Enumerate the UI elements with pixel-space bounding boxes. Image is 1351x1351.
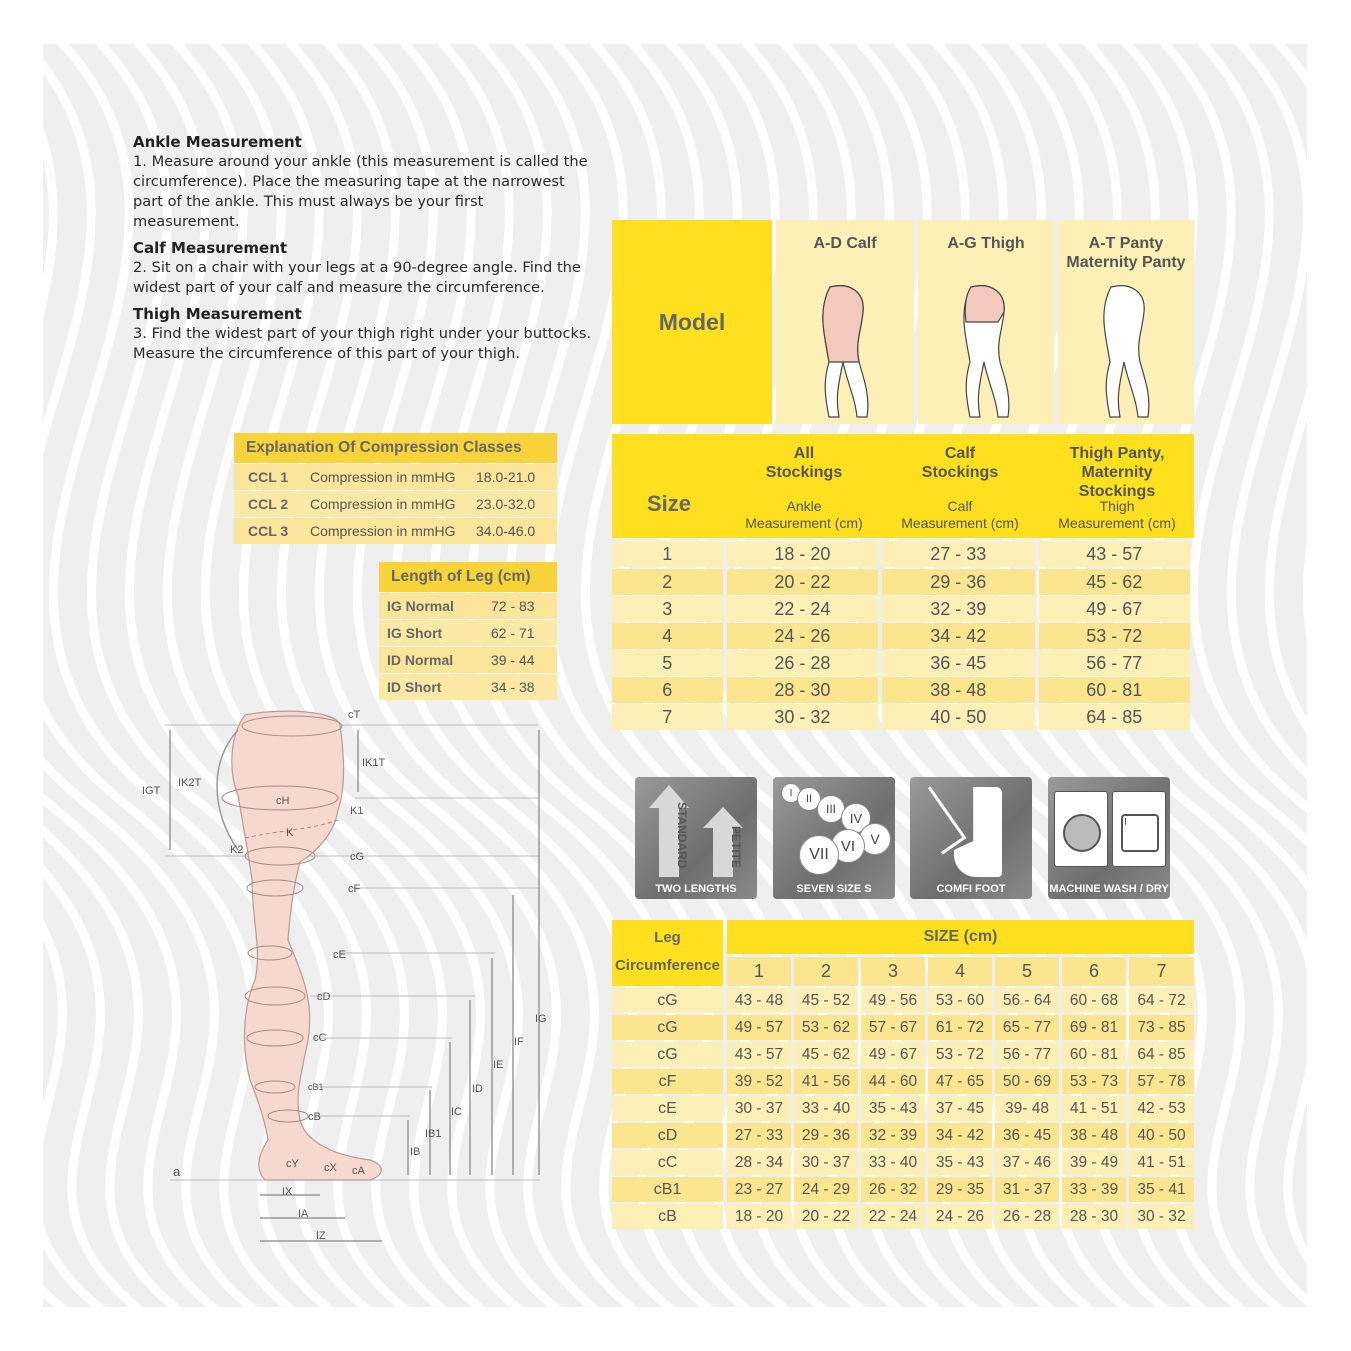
size-column-sub: Thigh Measurement (cm): [1058, 498, 1176, 531]
circumference-value: 34 - 42: [928, 1123, 992, 1148]
circumference-value: 53 - 72: [928, 1042, 992, 1067]
circumference-value: 29 - 36: [794, 1123, 858, 1148]
label-cg: cG: [350, 851, 365, 863]
size-range: 27 - 33: [882, 541, 1034, 567]
size-label: Size: [646, 491, 692, 516]
label-ib1: IB1: [425, 1128, 442, 1140]
dryer-icon: [1112, 791, 1166, 867]
size-column-title: Calf Stockings: [921, 445, 999, 481]
circumference-value: 69 - 81: [1062, 1015, 1126, 1040]
label-k2: K2: [230, 844, 244, 856]
arrow-down-icon: [907, 786, 967, 854]
circumference-value: 38 - 48: [1062, 1123, 1126, 1148]
circumference-value: 31 - 37: [995, 1177, 1059, 1202]
model-column: [776, 220, 914, 424]
model-column: [918, 220, 1054, 424]
leg-silhouette: [232, 711, 381, 1180]
calf-title: Calf Measurement: [133, 239, 288, 257]
compression-classes-table: [234, 433, 557, 544]
circumference-value: 39- 48: [995, 1096, 1059, 1121]
circumference-label: cF: [612, 1069, 723, 1094]
circumference-value: 23 - 27: [727, 1177, 791, 1202]
circumference-value: 49 - 57: [727, 1015, 791, 1040]
size-column-header: [1040, 444, 1194, 536]
label-ic: IC: [451, 1106, 462, 1118]
leg-length-name: ID Short: [387, 679, 442, 695]
ccl-range: 34.0-46.0: [476, 523, 536, 539]
leg-length-name: IG Normal: [387, 598, 454, 614]
circumference-value: 26 - 28: [995, 1204, 1059, 1229]
ccl-range: 18.0-21.0: [476, 469, 536, 485]
circumference-value: 45 - 62: [794, 1042, 858, 1067]
size-row: [612, 569, 1194, 595]
size-range: 64 - 85: [1039, 704, 1190, 730]
size-number: 7: [612, 704, 723, 730]
size-column-number: 2: [794, 957, 858, 986]
circumference-value: 24 - 29: [794, 1177, 858, 1202]
size-column-header: [728, 444, 880, 536]
size-column-title: All Stockings: [765, 445, 843, 481]
size-range: 30 - 32: [727, 704, 878, 730]
circumference-value: 18 - 20: [727, 1204, 791, 1229]
size-circle: V: [859, 823, 891, 855]
size-number: 1: [612, 541, 723, 567]
label-a: a: [173, 1164, 181, 1179]
two-lengths-icon: [635, 777, 757, 899]
circumference-value: 35 - 43: [861, 1096, 925, 1121]
ankle-title: Ankle Measurement: [133, 133, 302, 151]
size-table-header: [612, 434, 1194, 538]
circumference-value: 65 - 77: [995, 1015, 1059, 1040]
circumference-value: 41 - 51: [1062, 1096, 1126, 1121]
size-range: 32 - 39: [882, 596, 1034, 622]
dryer-mark: I: [1124, 817, 1127, 828]
feature-label: COMFI FOOT: [936, 883, 1006, 895]
label-ct: cT: [348, 709, 361, 721]
size-number: 2: [612, 569, 723, 595]
size-cm-header: SIZE (cm): [727, 920, 1194, 954]
ccl-desc: Compression in mmHG: [310, 523, 456, 539]
circumference-value: 39 - 52: [727, 1069, 791, 1094]
size-range: 38 - 48: [882, 677, 1034, 703]
panty-stocking-icon: [1076, 282, 1176, 422]
circumference-value: 50 - 69: [995, 1069, 1059, 1094]
circumference-value: 41 - 51: [1129, 1150, 1194, 1175]
circumference-value: 53 - 62: [794, 1015, 858, 1040]
ccl-row: [234, 464, 557, 490]
circumference-value: 42 - 53: [1129, 1096, 1194, 1121]
label-ik2t: IK2T: [178, 777, 202, 789]
leg-header-line1: Leg: [654, 929, 681, 946]
size-row: [612, 623, 1194, 649]
circumference-value: 40 - 50: [1129, 1123, 1194, 1148]
size-range: 29 - 36: [882, 569, 1034, 595]
circumference-label: cG: [612, 1042, 723, 1067]
size-range: 18 - 20: [727, 541, 878, 567]
model-column-title: A-D Calf: [813, 235, 877, 252]
circumference-label: cG: [612, 1015, 723, 1040]
size-circle: VI: [831, 829, 865, 863]
thigh-text: 3. Find the widest part of your thigh right under your buttocks. Measure the circumference of this part of your thigh.: [133, 325, 592, 362]
size-range: 60 - 81: [1039, 677, 1190, 703]
washing-machine-icon: [1048, 777, 1170, 899]
size-column-number: 1: [727, 957, 791, 986]
circumference-value: 61 - 72: [928, 1015, 992, 1040]
circumference-value: 33 - 40: [861, 1150, 925, 1175]
label-id: ID: [472, 1083, 483, 1095]
label-ix: IX: [282, 1186, 293, 1198]
leg-length-row: [379, 620, 557, 646]
ccl-class: CCL 1: [248, 469, 289, 485]
circumference-value: 32 - 39: [861, 1123, 925, 1148]
leg-length-range: 72 - 83: [491, 598, 535, 614]
leg-measurement-diagram: [130, 700, 560, 1260]
size-row: [612, 650, 1194, 676]
size-column-number: 4: [928, 957, 992, 986]
leg-length-title: Length of Leg (cm): [379, 562, 557, 592]
size-circle: IV: [841, 803, 871, 833]
size-column-header: [884, 444, 1036, 536]
size-column-sub: Ankle Measurement (cm): [745, 498, 863, 531]
circumference-value: 30 - 37: [794, 1150, 858, 1175]
label-ia: IA: [298, 1208, 309, 1220]
label-cd: cD: [317, 991, 331, 1003]
size-range: 45 - 62: [1039, 569, 1190, 595]
circumference-value: 56 - 64: [995, 988, 1059, 1013]
circumference-label: cD: [612, 1123, 723, 1148]
size-row: [612, 704, 1194, 730]
size-range: 22 - 24: [727, 596, 878, 622]
calf-stocking-icon: [795, 282, 895, 422]
circumference-value: 30 - 32: [1129, 1204, 1194, 1229]
size-range: 26 - 28: [727, 650, 878, 676]
label-cy: cY: [286, 1158, 299, 1170]
size-range: 40 - 50: [882, 704, 1034, 730]
ankle-text: 1. Measure around your ankle (this measurement is called the circumference). Place the measuring tape at the narrowest part of the ankle. This must always be your first measurement.: [133, 153, 588, 230]
size-range: 36 - 45: [882, 650, 1034, 676]
label-iz: IZ: [316, 1230, 326, 1242]
circumference-label: cE: [612, 1096, 723, 1121]
circumference-value: 60 - 68: [1062, 988, 1126, 1013]
size-circle: VII: [799, 835, 839, 875]
label-ce: cE: [333, 949, 346, 961]
size-range: 20 - 22: [727, 569, 878, 595]
circumference-value: 60 - 81: [1062, 1042, 1126, 1067]
size-range: 49 - 67: [1039, 596, 1190, 622]
leg-length-name: ID Normal: [387, 652, 454, 668]
size-circle: III: [817, 795, 845, 823]
circumference-value: 43 - 57: [727, 1042, 791, 1067]
size-column-number: 6: [1062, 957, 1126, 986]
circumference-value: 57 - 78: [1129, 1069, 1194, 1094]
thigh-title: Thigh Measurement: [133, 305, 302, 323]
label-cf: cF: [348, 883, 361, 895]
size-column-title: Thigh Panty, Maternity Stockings: [1069, 445, 1165, 500]
circumference-value: 47 - 65: [928, 1069, 992, 1094]
leg-circ-header: [612, 920, 723, 986]
drum-icon: [1063, 814, 1101, 852]
circumference-value: 27 - 33: [727, 1123, 791, 1148]
ccl-class: CCL 2: [248, 496, 289, 512]
label-igt: IGT: [142, 785, 161, 797]
circumference-value: 39 - 49: [1062, 1150, 1126, 1175]
circumference-value: 24 - 26: [928, 1204, 992, 1229]
label-cc: cC: [313, 1032, 327, 1044]
size-number: 6: [612, 677, 723, 703]
circumference-value: 44 - 60: [861, 1069, 925, 1094]
standard-text: STANDARD: [675, 801, 689, 869]
label-ib: IB: [410, 1146, 421, 1158]
circumference-value: 36 - 45: [995, 1123, 1059, 1148]
leg-header-line2: Circumference: [614, 957, 721, 974]
size-circle: I: [781, 783, 801, 803]
label-ik1t: IK1T: [362, 757, 386, 769]
leg-length-range: 62 - 71: [491, 625, 535, 641]
model-column-title: A-T Panty Maternity Panty: [1066, 235, 1186, 271]
size-number: 3: [612, 596, 723, 622]
thigh-stocking-icon: [936, 282, 1036, 422]
circumference-value: 45 - 52: [794, 988, 858, 1013]
ccl-class: CCL 3: [248, 523, 289, 539]
label-k1: K1: [350, 805, 364, 817]
feature-label: MACHINE WASH / DRY: [1049, 883, 1169, 895]
size-row: [612, 596, 1194, 622]
circumference-value: 30 - 37: [727, 1096, 791, 1121]
label-ca: cA: [352, 1165, 365, 1177]
model-column: [1058, 220, 1194, 424]
circumference-label: cG: [612, 988, 723, 1013]
size-range: 34 - 42: [882, 623, 1034, 649]
model-label: Model: [612, 220, 772, 424]
measurement-instructions: [133, 132, 593, 370]
ccl-desc: Compression in mmHG: [310, 496, 456, 512]
leg-length-row: [379, 647, 557, 673]
label-cb1: cB1: [308, 1082, 324, 1092]
circumference-value: 64 - 72: [1129, 988, 1194, 1013]
leg-length-name: IG Short: [387, 625, 443, 641]
circumference-value: 49 - 67: [861, 1042, 925, 1067]
calf-text: 2. Sit on a chair with your legs at a 90-degree angle. Find the widest part of your calf and measure the circumference.: [133, 259, 581, 296]
seven-sizes-icon: [773, 777, 895, 899]
label-ch: cH: [276, 795, 290, 807]
label-k: K: [286, 827, 294, 839]
circumference-value: 57 - 67: [861, 1015, 925, 1040]
label-cb: cB: [308, 1111, 321, 1123]
circumference-value: 35 - 43: [928, 1150, 992, 1175]
size-row: [612, 541, 1194, 567]
circumference-value: 49 - 56: [861, 988, 925, 1013]
size-range: 43 - 57: [1039, 541, 1190, 567]
circumference-value: 35 - 41: [1129, 1177, 1194, 1202]
petite-text: PETITE: [729, 825, 743, 868]
size-column-sub: Calf Measurement (cm): [901, 498, 1019, 531]
circumference-value: 22 - 24: [861, 1204, 925, 1229]
size-row: [612, 677, 1194, 703]
leg-length-row: [379, 674, 557, 700]
ccl-range: 23.0-32.0: [476, 496, 536, 512]
size-number: 4: [612, 623, 723, 649]
circumference-label: cB: [612, 1204, 723, 1229]
circumference-value: 53 - 60: [928, 988, 992, 1013]
ccl-desc: Compression in mmHG: [310, 469, 456, 485]
ccl-row: [234, 518, 557, 544]
circumference-value: 43 - 48: [727, 988, 791, 1013]
circumference-value: 37 - 46: [995, 1150, 1059, 1175]
ccl-row: [234, 491, 557, 517]
leg-length-range: 39 - 44: [491, 652, 535, 668]
label-ig: IG: [535, 1013, 547, 1025]
circumference-value: 20 - 22: [794, 1204, 858, 1229]
feature-label: TWO LENGTHS: [655, 883, 737, 895]
size-column-number: 3: [861, 957, 925, 986]
size-circle: II: [797, 787, 821, 811]
leg-length-range: 34 - 38: [491, 679, 535, 695]
washer-icon: [1054, 791, 1108, 867]
model-column-title: A-G Thigh: [947, 235, 1025, 252]
leg-length-table: [379, 562, 557, 700]
circumference-label: cC: [612, 1150, 723, 1175]
size-range: 24 - 26: [727, 623, 878, 649]
leg-length-row: [379, 593, 557, 619]
circumference-value: 41 - 56: [794, 1069, 858, 1094]
size-range: 28 - 30: [727, 677, 878, 703]
size-range: 53 - 72: [1039, 623, 1190, 649]
label-if: IF: [514, 1036, 524, 1048]
size-number: 5: [612, 650, 723, 676]
circumference-value: 26 - 32: [861, 1177, 925, 1202]
size-column-number: 5: [995, 957, 1059, 986]
circumference-label: cB1: [612, 1177, 723, 1202]
circumference-value: 33 - 40: [794, 1096, 858, 1121]
comfi-foot-icon: [910, 777, 1032, 899]
label-ie: IE: [493, 1059, 504, 1071]
circumference-value: 33 - 39: [1062, 1177, 1126, 1202]
compression-title: Explanation Of Compression Classes: [234, 433, 557, 463]
size-column-number: 7: [1129, 957, 1194, 986]
circumference-value: 56 - 77: [995, 1042, 1059, 1067]
circumference-value: 64 - 85: [1129, 1042, 1194, 1067]
circumference-value: 73 - 85: [1129, 1015, 1194, 1040]
circumference-value: 53 - 73: [1062, 1069, 1126, 1094]
size-range: 56 - 77: [1039, 650, 1190, 676]
circumference-value: 28 - 30: [1062, 1204, 1126, 1229]
feature-label: SEVEN SIZE S: [796, 883, 872, 895]
circumference-value: 28 - 34: [727, 1150, 791, 1175]
circumference-value: 37 - 45: [928, 1096, 992, 1121]
label-cx: cX: [324, 1162, 337, 1174]
circumference-value: 29 - 35: [928, 1177, 992, 1202]
